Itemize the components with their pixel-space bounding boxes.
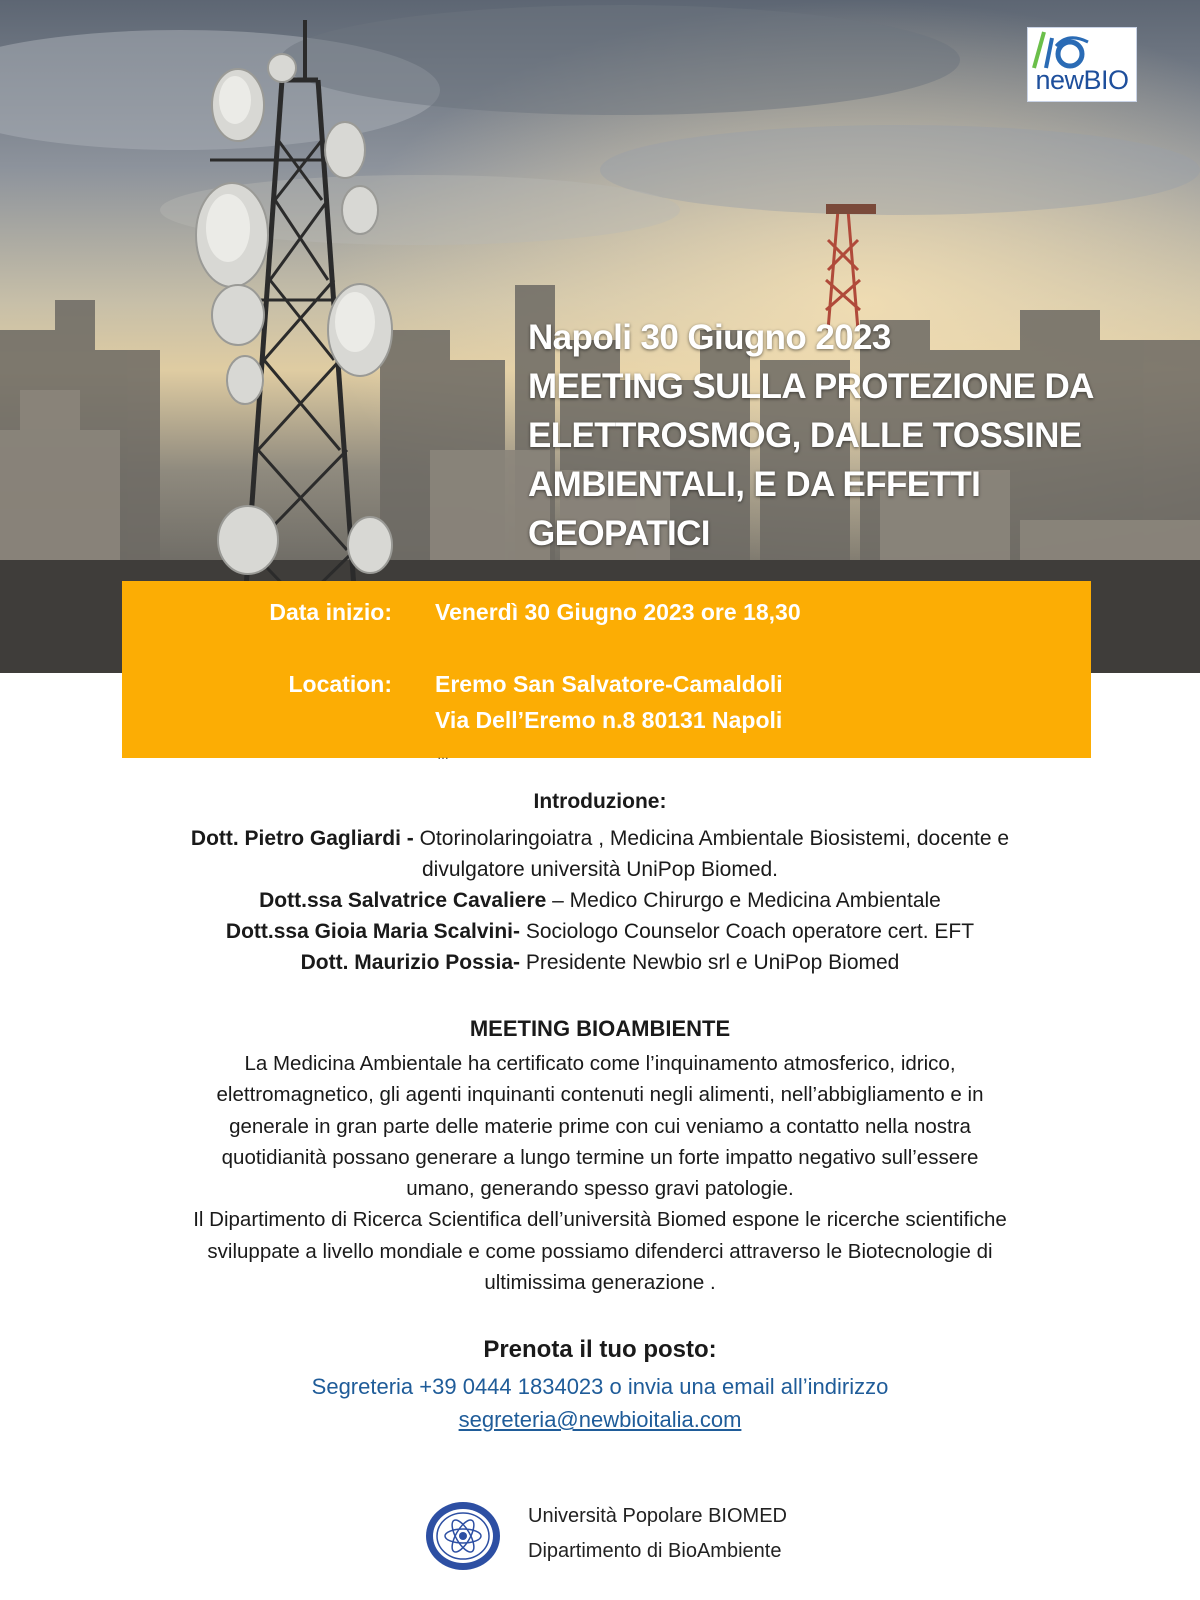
speaker-list bbox=[100, 823, 1100, 978]
event-title-line: AMBIENTALI, E DA EFFETTI bbox=[528, 465, 981, 504]
location-label: Location: bbox=[288, 671, 392, 697]
event-title-line: ELETTROSMOG, DALLE TOSSINE bbox=[528, 416, 1082, 455]
speaker-name: Dott.ssa Salvatrice Cavaliere bbox=[259, 889, 547, 912]
description-line: sviluppate a livello mondiale e come possiamo difenderci attraverso le Biotecnologie di bbox=[207, 1239, 993, 1263]
speaker-line bbox=[100, 916, 1100, 947]
description-line: umano, generando spesso gravi patologie. bbox=[406, 1177, 794, 1201]
event-title-line: GEOPATICI bbox=[528, 514, 710, 553]
date-value: Venerdì 30 Giugno 2023 ore 18,30 bbox=[435, 599, 801, 625]
description-line: elettromagnetico, gli agenti inquinanti contenuti negli alimenti, nell’abbigliamento e in bbox=[216, 1083, 984, 1107]
speaker-line bbox=[100, 885, 1100, 916]
booking-heading: Prenota il tuo posto: bbox=[483, 1336, 717, 1363]
newbio-logo-text: newBIO bbox=[1035, 65, 1129, 95]
newbio-logo bbox=[1027, 27, 1137, 102]
ellipsis-mark: … bbox=[437, 748, 450, 762]
location-address: Via Dell’Eremo n.8 80131 Napoli bbox=[435, 707, 783, 733]
meeting-description bbox=[110, 1048, 1090, 1298]
speaker-role: Sociologo Counselor Coach operatore cert. EFT bbox=[520, 920, 975, 943]
speaker-name: Dott.ssa Gioia Maria Scalvini- bbox=[225, 920, 520, 943]
meeting-heading: MEETING BIOAMBIENTE bbox=[469, 1016, 731, 1041]
hero-banner bbox=[0, 0, 1200, 673]
speaker-line bbox=[100, 854, 1100, 885]
description-line: generale in gran parte delle materie prime con cui veniamo a contatto nella nostra bbox=[229, 1114, 971, 1138]
description-line: ultimissima generazione . bbox=[484, 1271, 716, 1295]
description-line: Il Dipartimento di Ricerca Scientifica dell’università Biomed espone le ricerche scientifiche bbox=[193, 1208, 1007, 1232]
event-title-line: MEETING SULLA PROTEZIONE DA bbox=[528, 367, 1094, 406]
speaker-line bbox=[100, 823, 1100, 854]
speaker-role: – Medico Chirurgo e Medicina Ambientale bbox=[546, 889, 941, 912]
event-title bbox=[528, 313, 1188, 558]
description-line: La Medicina Ambientale ha certificato come l’inquinamento atmosferico, idrico, bbox=[244, 1052, 956, 1075]
event-info-band bbox=[122, 581, 1091, 758]
date-label: Data inizio: bbox=[269, 599, 392, 625]
introduction-heading: Introduzione: bbox=[533, 790, 667, 813]
university-seal-icon bbox=[424, 1500, 502, 1572]
speaker-role: Presidente Newbio srl e UniPop Biomed bbox=[520, 951, 900, 974]
speaker-name: Dott. Maurizio Possia- bbox=[300, 951, 520, 974]
speaker-line bbox=[100, 947, 1100, 978]
speaker-name: Dott. Pietro Gagliardi - bbox=[190, 827, 414, 850]
booking-email-link[interactable]: segreteria@newbioitalia.com bbox=[458, 1407, 742, 1432]
description-line: quotidianità possano generare a lungo termine un forte impatto negativo sull’essere bbox=[221, 1145, 979, 1169]
event-title-line: Napoli 30 Giugno 2023 bbox=[528, 318, 891, 357]
location-venue: Eremo San Salvatore-Camaldoli bbox=[435, 671, 783, 697]
footer-department: Dipartimento di BioAmbiente bbox=[528, 1540, 782, 1562]
speaker-role: divulgatore università UniPop Biomed. bbox=[421, 858, 779, 881]
speaker-role: Otorinolaringoiatra , Medicina Ambientale Biosistemi, docente e bbox=[413, 827, 1010, 850]
booking-contact: Segreteria +39 0444 1834023 o invia una email all’indirizzo bbox=[311, 1374, 889, 1399]
footer-university: Università Popolare BIOMED bbox=[528, 1505, 787, 1527]
